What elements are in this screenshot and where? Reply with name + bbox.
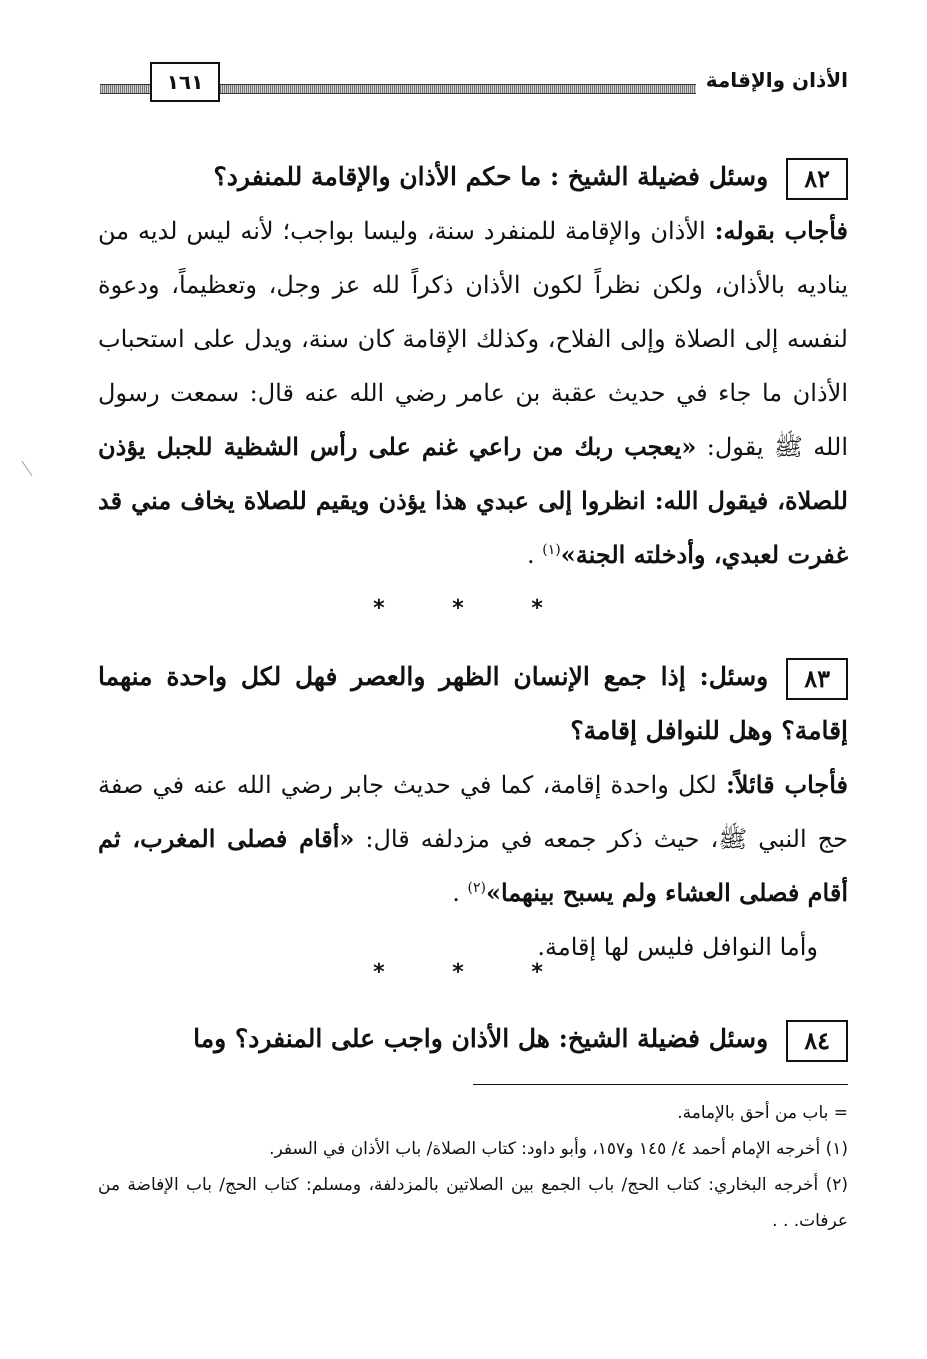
- question-84-block: [98, 1012, 848, 1066]
- footnote-separator: [473, 1084, 848, 1085]
- question-83-text: وسئل: إذا جمع الإنسان الظهر والعصر فهل لكل واحدة منهما إقامة؟ وهل للنوافل إقامة؟: [98, 662, 848, 745]
- question-82-text: وسئل فضيلة الشيخ : ما حكم الأذان والإقامة للمنفرد؟: [213, 162, 769, 191]
- question-83: [98, 650, 848, 758]
- running-header: [100, 62, 848, 106]
- question-83-block: [98, 650, 848, 974]
- answer-83-lead: فأجاب قائلاً:: [725, 770, 849, 799]
- hadith-83: «أقام فصلى المغرب، ثم أقام فصلى العشاء ولم يسبح بينهما»: [98, 824, 848, 907]
- answer-83-end: .: [452, 879, 460, 907]
- page-number: ١٦١: [150, 62, 220, 102]
- question-84: [98, 1012, 848, 1066]
- section-separator: * * *: [373, 596, 573, 621]
- question-82-block: [98, 150, 848, 582]
- hadith-82: «يعجب ربك من راعي غنم على رأس الشظية للجبل يؤذن للصلاة، فيقول الله: انظروا إلى عبدي هذا يؤذن ويقيم للصلاة يخاف مني قد غفرت لعبدي، وأدخلته الجنة»: [98, 432, 848, 569]
- section-separator: * * *: [373, 960, 573, 985]
- footnote-ref-1[interactable]: (١): [542, 542, 561, 558]
- footnote-1: (١) أخرجه الإمام أحمد ٤/ ١٤٥ و١٥٧، وأبو داود: كتاب الصلاة/ باب الأذان في السفر.: [269, 1139, 848, 1159]
- question-84-text: وسئل فضيلة الشيخ: هل الأذان واجب على المنفرد؟ وما: [193, 1024, 769, 1053]
- question-number-83: ٨٣: [786, 658, 848, 700]
- chapter-title: الأذان والإقامة: [696, 62, 848, 98]
- answer-83-closing: وأما النوافل فليس لها إقامة.: [537, 933, 818, 961]
- footnote-ref-2[interactable]: (٢): [467, 880, 486, 896]
- answer-83: [98, 758, 848, 920]
- question-number-82: ٨٢: [786, 158, 848, 200]
- answer-82-text: الأذان والإقامة للمنفرد سنة، وليسا بواجب؛ لأنه ليس لديه من يناديه بالأذان، ولكن نظراً لكون الأذان ذكراً لله عز وجل، وتعظيماً، ودعوة لنفسه إلى الصلاة وإلى الفلاح، وكذلك الإقامة كان سنة، ويدل على استحباب الأذان ما جاء في حديث عقبة بن عامر رضي الله عنه قال: سمعت رسول الله ﷺ يقول:: [98, 217, 848, 461]
- question-82: [98, 150, 848, 204]
- question-number-84: ٨٤: [786, 1020, 848, 1062]
- answer-83-text: لكل واحدة إقامة، كما في حديث جابر رضي الله عنه في صفة حج النبي ﷺ، حيث ذكر جمعه في مزدلفه قال:: [98, 771, 848, 853]
- footnote-2: (٢) أخرجه البخاري: كتاب الحج/ باب الجمع بين الصلاتين بالمزدلفة، ومسلم: كتاب الحج/ باب الإفاضة من عرفات. . .: [98, 1175, 848, 1231]
- footnotes: [98, 1095, 848, 1239]
- footnote-continuation: = باب من أحق بالإمامة.: [677, 1103, 848, 1123]
- scan-mark: [21, 461, 32, 476]
- answer-82-end: .: [526, 541, 535, 569]
- answer-82: [98, 204, 848, 582]
- answer-82-lead: فأجاب بقوله:: [714, 216, 848, 245]
